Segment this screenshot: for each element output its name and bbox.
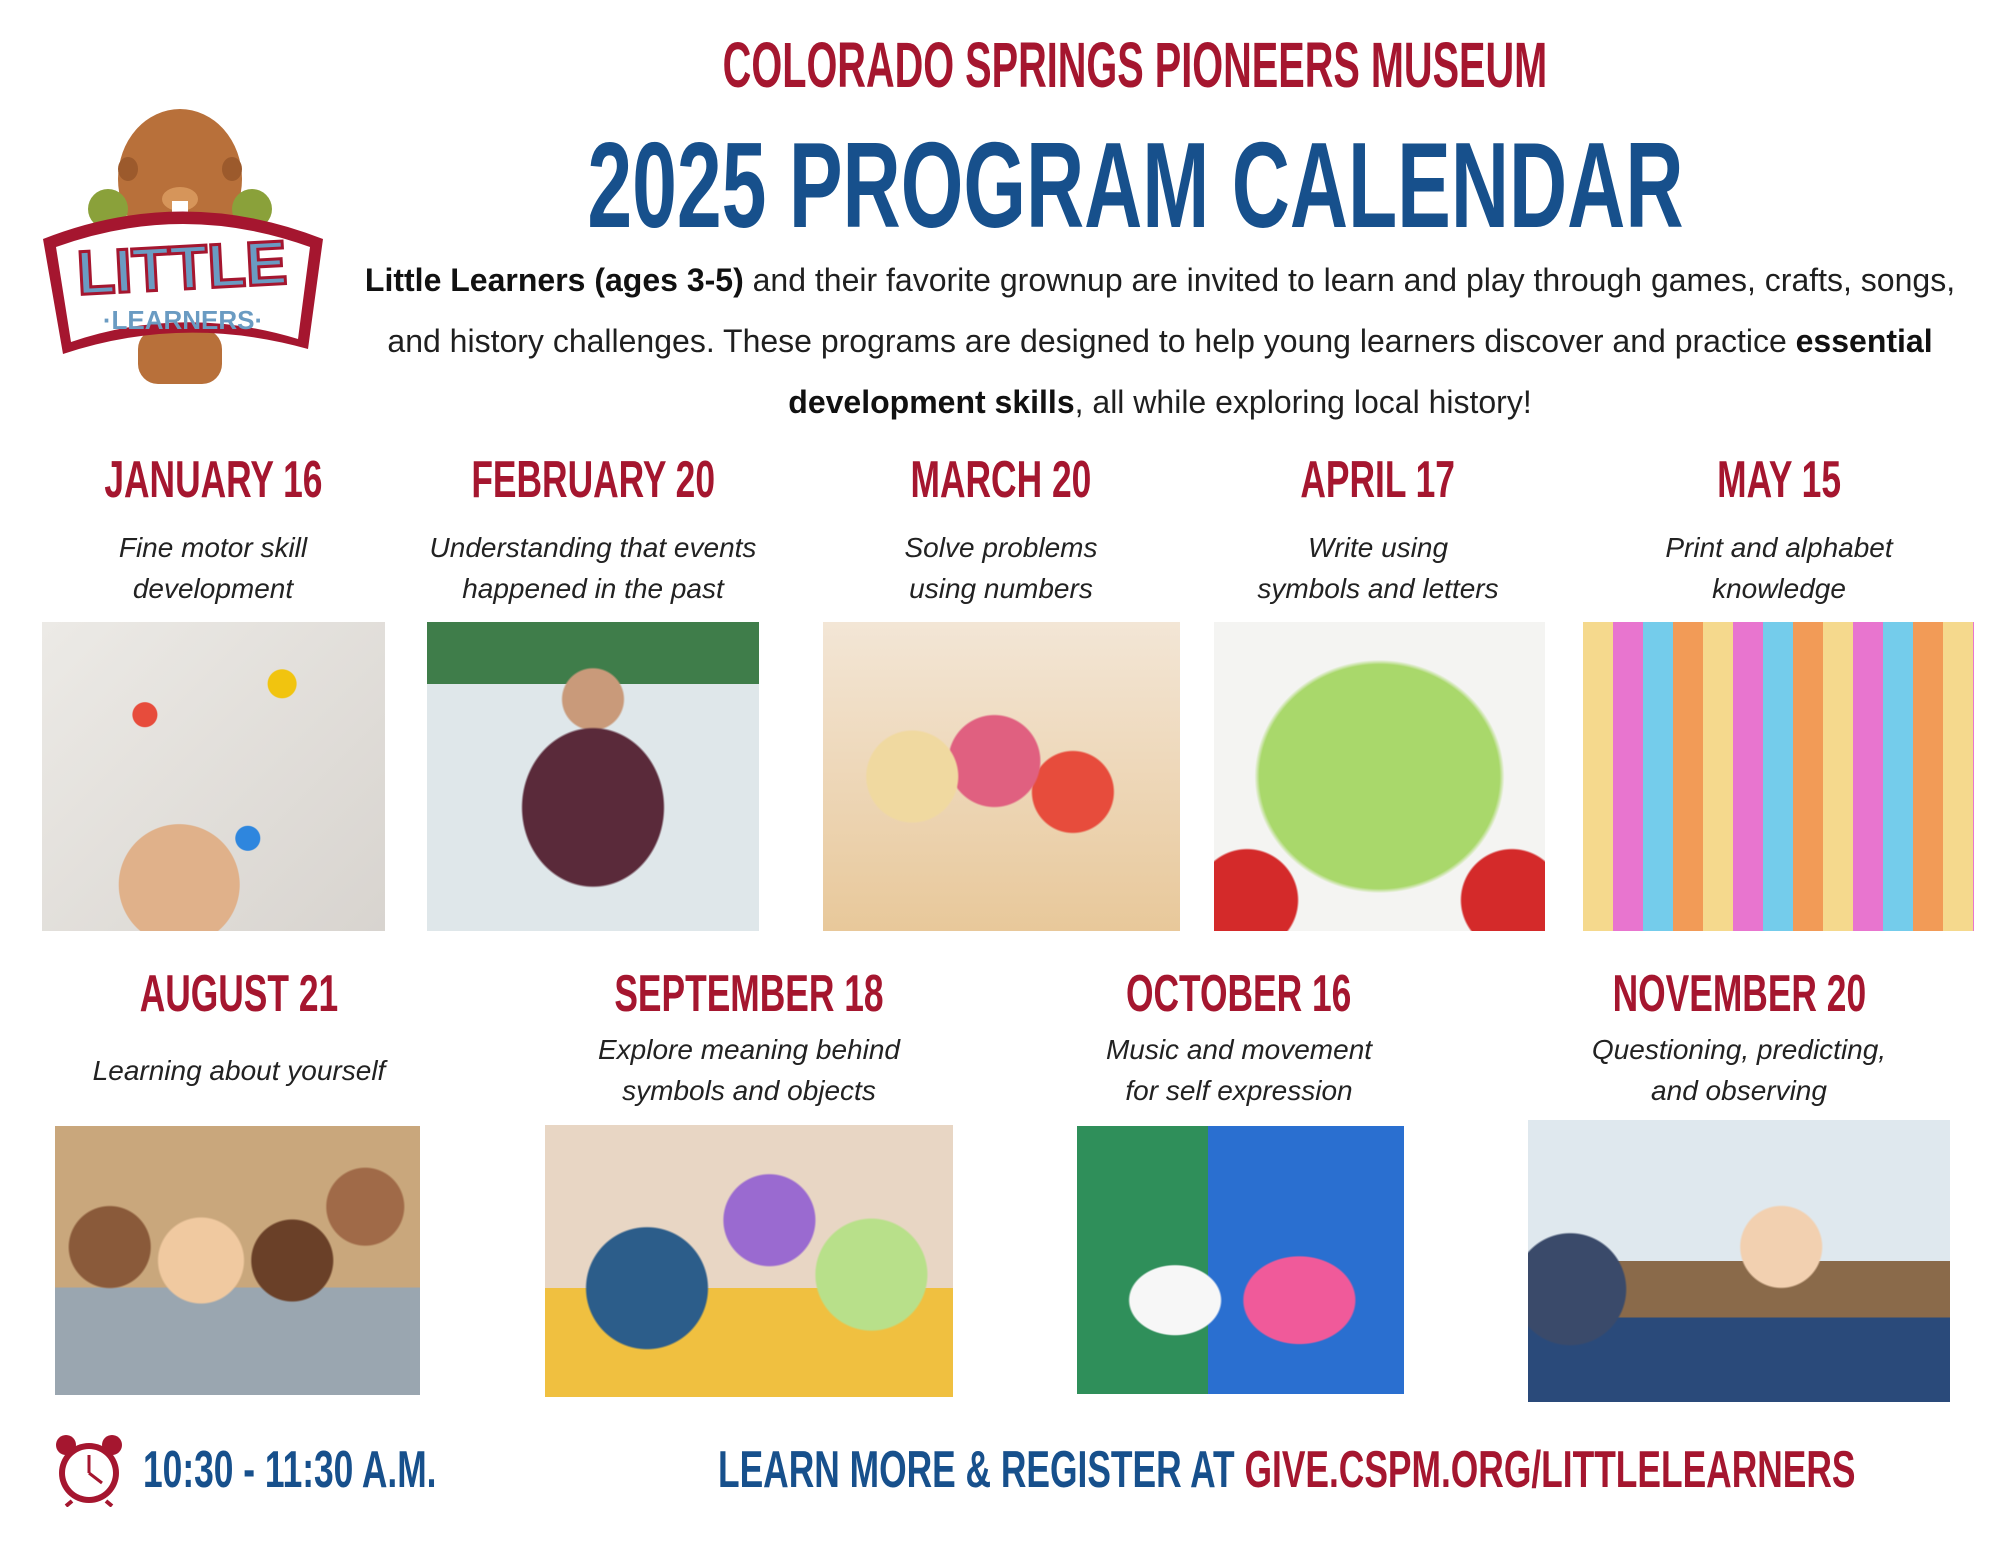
program-description: Write using symbols and letters xyxy=(1257,532,1499,604)
program-description: Explore meaning behind symbols and objects xyxy=(598,1034,900,1106)
register-link[interactable]: GIVE.CSPM.ORG/LITTLELEARNERS xyxy=(1244,1441,1856,1499)
program-date: APRIL 17 xyxy=(1300,451,1456,509)
photo-april-writing xyxy=(1214,622,1545,931)
program-description: Learning about yourself xyxy=(92,1055,386,1086)
program-description: Music and movement for self expression xyxy=(1105,1034,1373,1106)
photo-february-history xyxy=(427,622,759,931)
program-description: Print and alphabet knowledge xyxy=(1665,532,1893,604)
program-date: JANUARY 16 xyxy=(103,451,323,509)
program-description: Questioning, predicting, and observing xyxy=(1591,1034,1887,1106)
register-line xyxy=(718,1440,2000,1500)
intro-bold-skills: essential development skills xyxy=(788,323,1933,420)
program-description: Fine motor skill development xyxy=(118,532,308,604)
photo-march-numbers xyxy=(823,622,1180,931)
museum-name: COLORADO SPRINGS PIONEERS MUSEUM xyxy=(722,29,1548,101)
intro-text-end: , all while exploring local history! xyxy=(1074,384,1532,420)
program-date: MARCH 20 xyxy=(910,451,1092,509)
intro-paragraph xyxy=(340,250,1980,433)
program-date: NOVEMBER 20 xyxy=(1612,965,1866,1023)
photo-october-music xyxy=(1077,1126,1404,1394)
program-date: OCTOBER 16 xyxy=(1126,965,1352,1023)
svg-text:LITTLE: LITTLE xyxy=(75,228,289,309)
photo-september-symbols xyxy=(545,1125,953,1397)
program-description: Solve problems using numbers xyxy=(904,532,1098,604)
program-date: AUGUST 21 xyxy=(139,965,339,1023)
program-date: MAY 15 xyxy=(1717,451,1841,509)
page-title: 2025 PROGRAM CALENDAR xyxy=(586,117,1684,253)
register-label: LEARN MORE & REGISTER AT xyxy=(718,1441,1245,1499)
photo-august-children xyxy=(55,1126,420,1395)
program-time: 10:30 - 11:30 A.M. xyxy=(143,1441,437,1499)
program-description: Understanding that events happened in the past xyxy=(429,532,757,604)
intro-text: and their favorite grownup are invited to learn and play through games, crafts, songs, and history challenges. These programs are designed to help young learners discover and practice xyxy=(387,262,1956,359)
svg-text:·LEARNERS·: ·LEARNERS· xyxy=(102,305,264,335)
alarm-clock-icon xyxy=(52,1433,126,1507)
intro-bold-audience: Little Learners (ages 3-5) xyxy=(364,262,744,298)
photo-may-alphabet xyxy=(1583,622,1974,931)
photo-january-fine-motor xyxy=(42,622,385,931)
program-date: FEBRUARY 20 xyxy=(471,451,715,509)
program-date: SEPTEMBER 18 xyxy=(614,965,884,1023)
photo-november-classroom xyxy=(1528,1120,1950,1402)
